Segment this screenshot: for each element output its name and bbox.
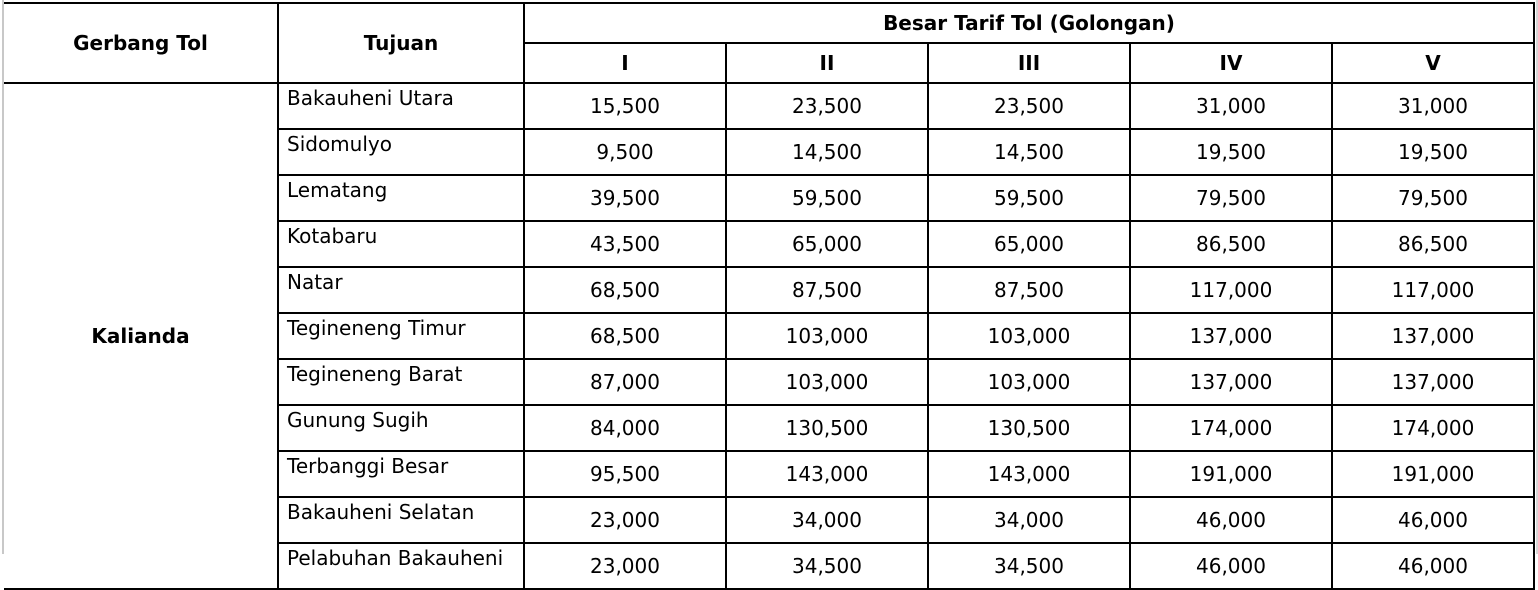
header-destination: Tujuan xyxy=(278,3,524,83)
tariff-cell: 117,000 xyxy=(1130,267,1332,313)
tariff-cell: 14,500 xyxy=(726,129,928,175)
tariff-cell: 9,500 xyxy=(524,129,726,175)
tariff-cell: 46,000 xyxy=(1130,497,1332,543)
tariff-cell: 137,000 xyxy=(1130,359,1332,405)
tariff-cell: 23,000 xyxy=(524,543,726,589)
destination-cell: Gunung Sugih xyxy=(278,405,524,451)
toll-tariff-table-container xyxy=(4,2,1535,590)
tariff-cell: 191,000 xyxy=(1332,451,1534,497)
destination-cell: Terbanggi Besar xyxy=(278,451,524,497)
tariff-cell: 19,500 xyxy=(1332,129,1534,175)
destination-cell: Kotabaru xyxy=(278,221,524,267)
tariff-cell: 23,000 xyxy=(524,497,726,543)
tariff-cell: 34,000 xyxy=(726,497,928,543)
destination-cell: Bakauheni Selatan xyxy=(278,497,524,543)
tariff-cell: 31,000 xyxy=(1332,83,1534,129)
tariff-cell: 34,500 xyxy=(726,543,928,589)
tariff-cell: 117,000 xyxy=(1332,267,1534,313)
tariff-cell: 79,500 xyxy=(1130,175,1332,221)
header-row-top xyxy=(4,3,1534,43)
header-class-ii: II xyxy=(726,43,928,83)
tariff-cell: 87,000 xyxy=(524,359,726,405)
tariff-cell: 79,500 xyxy=(1332,175,1534,221)
table-row xyxy=(4,83,1534,129)
tariff-cell: 23,500 xyxy=(726,83,928,129)
tariff-cell: 137,000 xyxy=(1332,359,1534,405)
tariff-cell: 34,500 xyxy=(928,543,1130,589)
toll-tariff-table xyxy=(4,2,1535,590)
destination-cell: Pelabuhan Bakauheni xyxy=(278,543,524,589)
tariff-cell: 103,000 xyxy=(928,313,1130,359)
tariff-cell: 31,000 xyxy=(1130,83,1332,129)
tariff-cell: 68,500 xyxy=(524,313,726,359)
header-tariff-group: Besar Tarif Tol (Golongan) xyxy=(524,3,1534,43)
tariff-cell: 46,000 xyxy=(1130,543,1332,589)
tariff-cell: 84,000 xyxy=(524,405,726,451)
header-class-v: V xyxy=(1332,43,1534,83)
destination-cell: Natar xyxy=(278,267,524,313)
tariff-cell: 130,500 xyxy=(928,405,1130,451)
tariff-cell: 86,500 xyxy=(1332,221,1534,267)
tariff-cell: 87,500 xyxy=(928,267,1130,313)
destination-cell: Tegineneng Barat xyxy=(278,359,524,405)
tariff-cell: 23,500 xyxy=(928,83,1130,129)
tariff-cell: 174,000 xyxy=(1130,405,1332,451)
tariff-cell: 137,000 xyxy=(1332,313,1534,359)
tariff-cell: 34,000 xyxy=(928,497,1130,543)
header-class-i: I xyxy=(524,43,726,83)
tariff-cell: 68,500 xyxy=(524,267,726,313)
tariff-cell: 103,000 xyxy=(928,359,1130,405)
tariff-cell: 46,000 xyxy=(1332,497,1534,543)
tariff-cell: 103,000 xyxy=(726,359,928,405)
header-gate: Gerbang Tol xyxy=(4,3,278,83)
destination-cell: Bakauheni Utara xyxy=(278,83,524,129)
gate-cell: Kalianda xyxy=(4,83,278,589)
tariff-cell: 130,500 xyxy=(726,405,928,451)
header-class-iv: IV xyxy=(1130,43,1332,83)
tariff-cell: 143,000 xyxy=(726,451,928,497)
tariff-cell: 15,500 xyxy=(524,83,726,129)
tariff-cell: 19,500 xyxy=(1130,129,1332,175)
tariff-cell: 46,000 xyxy=(1332,543,1534,589)
tariff-cell: 86,500 xyxy=(1130,221,1332,267)
tariff-cell: 103,000 xyxy=(726,313,928,359)
tariff-cell: 59,500 xyxy=(726,175,928,221)
tariff-cell: 191,000 xyxy=(1130,451,1332,497)
tariff-cell: 65,000 xyxy=(928,221,1130,267)
tariff-cell: 65,000 xyxy=(726,221,928,267)
tariff-cell: 59,500 xyxy=(928,175,1130,221)
tariff-cell: 43,500 xyxy=(524,221,726,267)
header-class-iii: III xyxy=(928,43,1130,83)
destination-cell: Tegineneng Timur xyxy=(278,313,524,359)
tariff-cell: 39,500 xyxy=(524,175,726,221)
destination-cell: Sidomulyo xyxy=(278,129,524,175)
tariff-cell: 95,500 xyxy=(524,451,726,497)
tariff-cell: 87,500 xyxy=(726,267,928,313)
tariff-cell: 137,000 xyxy=(1130,313,1332,359)
tariff-cell: 14,500 xyxy=(928,129,1130,175)
tariff-cell: 143,000 xyxy=(928,451,1130,497)
tariff-cell: 174,000 xyxy=(1332,405,1534,451)
destination-cell: Lematang xyxy=(278,175,524,221)
